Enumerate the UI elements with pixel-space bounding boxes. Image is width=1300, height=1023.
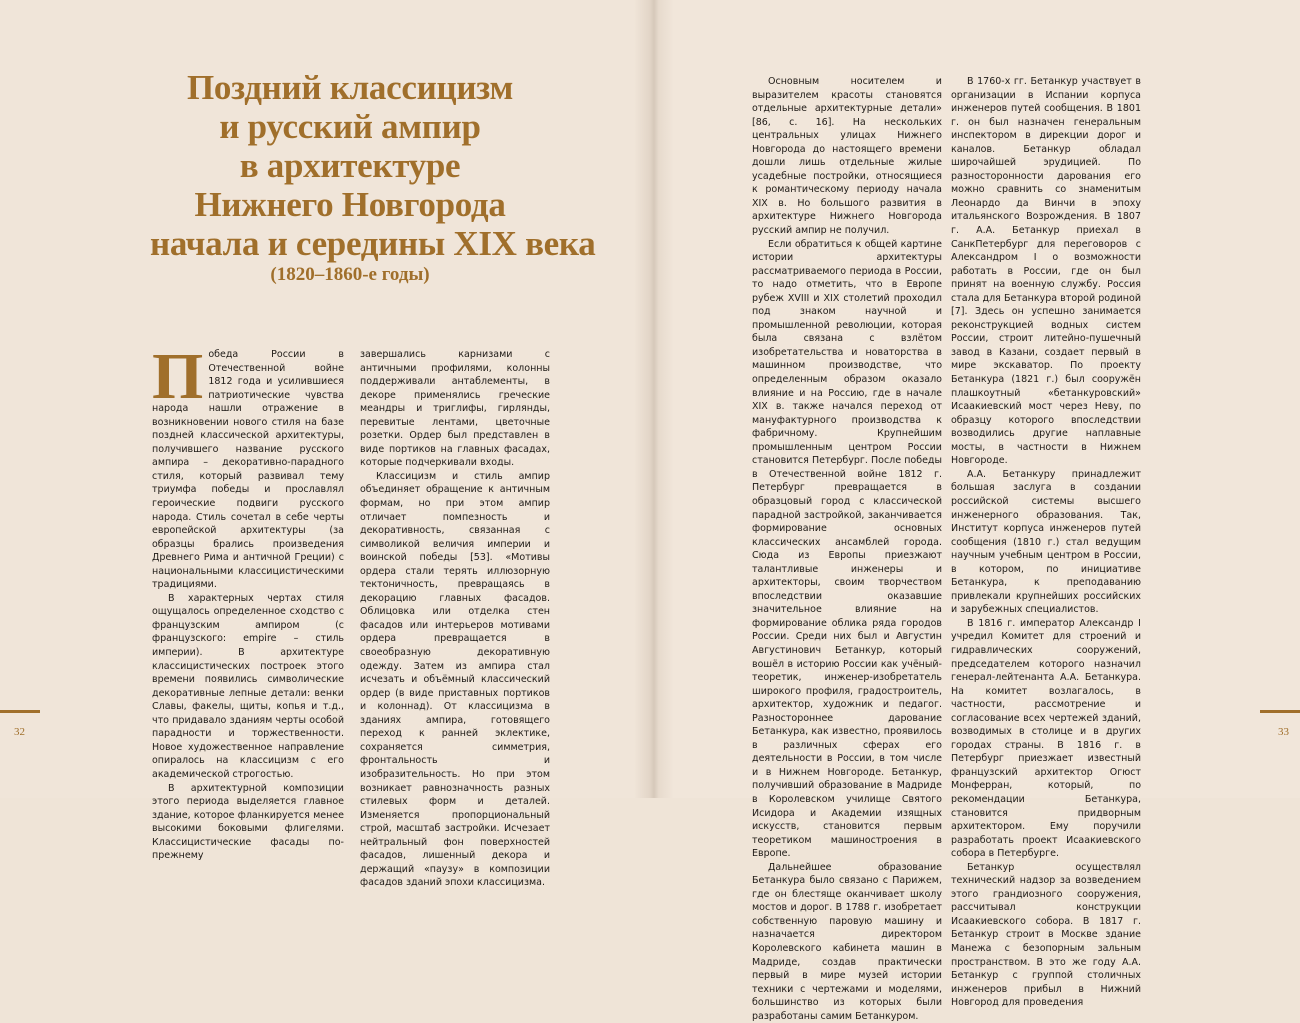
paragraph: В архитектурной композиции этого периода выделяется главное здание, которое фланкируется менее высокими боковыми флигелями. Классицистические фасады по-прежнему [152,782,344,862]
right-page [650,0,1300,1022]
paragraph: В 1760-х гг. Бетанкур участвует в организации в Испании корпуса инженеров путей сообщения. В 1801 г. он был назначен генеральным инспектором в дирекции дорог и каналов. Бетанкур обладал широчайшей эрудицией. По разносторонности дарования его можно сравнить со знаменитым Леонардо да Винчи в эпоху итальянского Возрождения. В 1807 г. А.А. Бетанкур приехал в СанкПетербург для переговоров с Александром I о возможности работать в России, где он был принят на военную службу. Россия стала для Бетанкура второй родиной [7]. Здесь он успешно занимается реконструкцией водных систем России, строит литейно-пушечный завод в Казани, создает первый в мире экскаватор. По проекту Бетанкура (1821 г.) был сооружён плашкоутный «бетанкуровский» Исаакиевский мост через Неву, по образцу которого впоследствии возводились другие наплавные мосты, в частности в Нижнем Новгороде. [951,76,1141,467]
chapter-subtitle: (1820–1860-е годы) [270,264,430,285]
page-number: 32 [14,726,25,738]
paragraph-text: обеда России в Отечественной войне 1812 года и усилившиеся патриотические чувства народа нашли отражение в возникновении нового стиля на базе поздней классической архитектуры, получившего название русского ампира – декоративно-парадного стиля, который развивал тему триумфа победы и прославлял героические подвиги русского народа. Стиль сочетал в себе черты европейской архитектуры (за образцы брались произведения Древнего Рима и античной Греции) с национальными классицистическими традициями. [152,349,344,591]
paragraph [152,340,344,592]
text-column-4 [951,75,1141,1010]
title-line: начала и середины XIX века [150,224,596,263]
paragraph: Дальнейшее образование Бетанкура было связано с Парижем, где он блестяще оканчивает школу мостов и дорог. В 1788 г. изобретает собственную паровую машину и назначается директором Королевского кабинета машин в Мадриде, создав практически первый в мире музей истории техники с чертежами и моделями, большинство из которых были разработаны самим Бетанкуром. [752,861,942,1022]
paragraph: Если обратиться к общей картине истории архитектуры рассматриваемого периода в России, то надо отметить, что в Европе рубеж XVIII и XIX столетий проходил под знаком научной и промышленной революции, которая была связана с взлётом изобретательства и новаторства в машинном производстве, что определенным образом оказало влияние и на Россию, где в начале XIX в. также начался переход от мануфактурного производства к фабричному. Крупнейшим промышленным центром России становится Петербург. После победы в Отечественной войне 1812 г. Петербург превращается в образцовый город с классической парадной застройкой, заканчивается формирование основных классических ансамблей города. Сюда из Европы приезжают талантливые инженеры и архитекторы, своим творчеством впоследствии оказавшие значительное влияние на формирование облика ряда городов России. Среди них был и Августин Августинович Бетанкур, который вошёл в историю России как учёный-теоретик, инженер-изобретатель широкого профиля, градостроитель, архитектор, художник и педагог. Разностороннее дарование Бетанкура, как известно, проявилось в различных сферах его деятельности в России, в том числе и в Нижнем Новгороде. Бетанкур, получивший образование в Мадриде в Королевском училище Святого Исидора и Академии изящных искусств, становится первым теоретиком машиностроения в Европе. [752,238,942,860]
text-column-2 [360,348,550,890]
paragraph: В 1816 г. император Александр I учредил Комитет для строений и гидравлических сооружений, председателем которого назначил генерал-лейтенанта А.А. Бетанкура. На комитет возлагалось, в частности, рассмотрение и согласование всех чертежей зданий, возводимых в столице и в других городах страны. В 1816 г. в Петербург приезжает известный французский архитектор Огюст Монферран, который, по рекомендации Бетанкура, становится придворным архитектором. Ему поручили разработать проект Исаакиевского собора в Петербурге. [951,617,1141,860]
paragraph: Классицизм и стиль ампир объединяет обращение к античным формам, но при этом ампир отличает помпезность и декоративность, связанная с символикой величия империи и воинской победы [53]. «Мотивы ордера стали терять иллюзорную тектоничность, превращаясь в декорацию главных фасадов. Облицовка или отделка стен фасадов или интерьеров мотивами ордера превращается в своеобразную декоративную одежду. Затем из ампира стал исчезать и объёмный классический ордер (в виде приставных портиков и колоннад). От классицизма в зданиях ампира, готовящего переход к ранней эклектике, сохраняется симметрия, фронтальность и изобразительность. Но при этом возникает равнозначность разных стилевых форм и деталей. Изменяется пропорциональный строй, масштаб застройки. Исчезает нейтральный фон поверхностей фасадов, лишенный декора и держащий «паузу» в композиции фасадов зданий эпохи классицизма. [360,470,550,889]
chapter-title [150,68,596,263]
left-page [0,0,650,889]
paragraph: В характерных чертах стиля ощущалось определенное сходство с французским ампиром (с французского: empire – стиль империи). В архитектуре классицистических построек этого времени появились символические декоративные лепные детали: венки Славы, факелы, щиты, копья и т.д., что придавало зданиям черты особой парадности и торжественности. Новое художественное направление опиралось на классицизм с его академической строгостью. [152,592,344,780]
paragraph: Бетанкур осуществлял технический надзор за возведением этого грандиозного сооружения, рассчитывал конструкции Исаакиевского собора. В 1817 г. Бетанкур строит в Москве здание Манежа с безопорным зальным пространством. В это же году А.А. Бетанкур с группой столичных инженеров прибыл в Нижний Новгород для проведения [951,861,1141,1009]
paragraph: Основным носителем и выразителем красоты становятся отдельные архитектурные детали» [86, с. 16]. На нескольких центральных улицах Нижнего Новгорода до настоящего времени дошли лишь отдельные жилые усадебные постройки, относящиеся к романтическому периоду начала XIX в. Но большого развития в архитектуре Нижнего Новгорода русский ампир не получил. [752,76,942,237]
title-line: и русский ампир [219,107,481,146]
title-line: Нижнего Новгорода [194,185,506,224]
title-line: в архитектуре [239,146,461,185]
paragraph: А.А. Бетанкуру принадлежит большая заслуга в создании российской системы высшего инженерного образования. Так, Институт корпуса инженеров путей сообщения (1810 г.) стал ведущим научным учебным центром в России, в котором, по инициативе Бетанкура, к преподаванию привлекали крупнейших российских и зарубежных специалистов. [951,468,1141,616]
page-number: 33 [1278,726,1289,738]
text-column-1 [152,340,344,863]
text-column-3 [752,75,942,1023]
page-number-rule [0,710,40,713]
drop-cap: П [152,340,204,413]
paragraph: завершались карнизами с античными профилями, колонны поддерживали антаблементы, в декоре применялись греческие меандры и триглифы, гирлянды, перевитые лентами, цветочные розетки. Ордер был представлен в виде портиков на главных фасадах, которые подчеркивали входы. [360,349,550,469]
title-line: Поздний классицизм [187,68,513,107]
page-number-rule [1260,710,1300,713]
